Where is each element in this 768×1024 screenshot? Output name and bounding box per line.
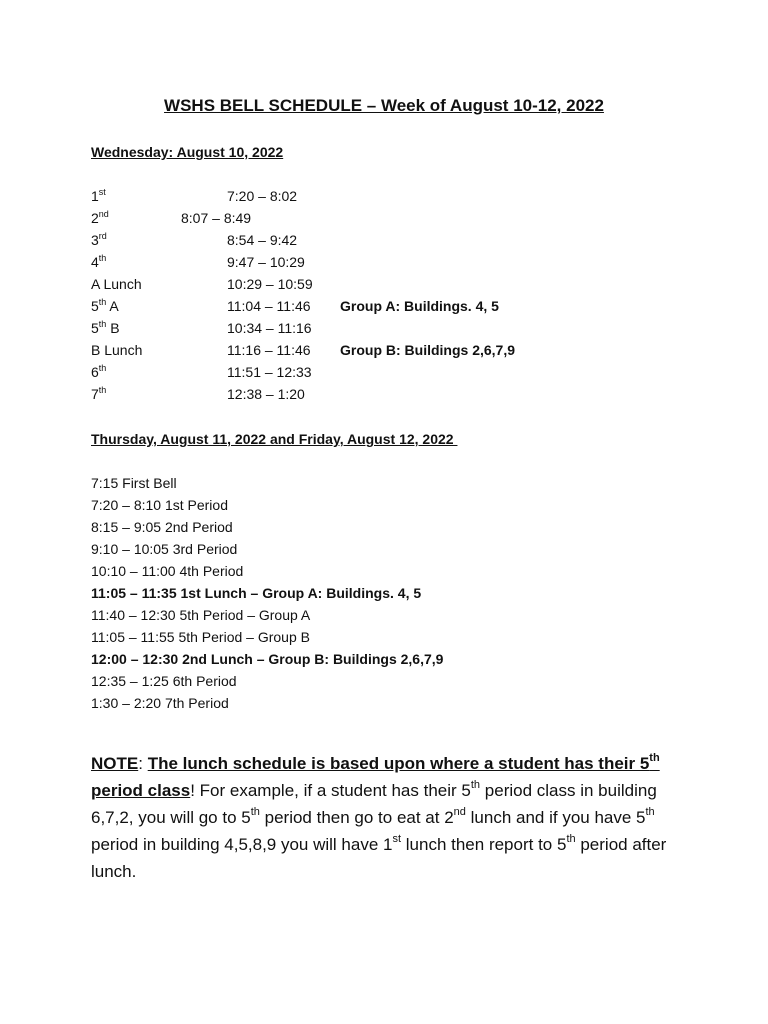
period-label: 5th A: [91, 297, 119, 314]
schedule-line: 11:40 – 12:30 5th Period – Group A: [91, 607, 311, 623]
period-time: 9:47 – 10:29: [227, 254, 305, 270]
period-label: 1st: [91, 187, 106, 204]
period-label: 4th: [91, 253, 107, 270]
schedule-line: 11:05 – 11:35 1st Lunch – Group A: Buildings. 4, 5: [91, 585, 422, 601]
schedule-line: 12:35 – 1:25 6th Period: [91, 673, 237, 689]
period-label: 7th: [91, 385, 107, 402]
thursday-friday-heading: Thursday, August 11, 2022 and Friday, August 12, 2022: [91, 431, 458, 447]
period-time: 11:16 – 11:46: [227, 342, 311, 358]
period-time: 8:54 – 9:42: [227, 232, 298, 248]
period-label: A Lunch: [91, 276, 142, 292]
period-time: 7:20 – 8:02: [227, 188, 298, 204]
schedule-line: 8:15 – 9:05 2nd Period: [91, 519, 233, 535]
schedule-line: 1:30 – 2:20 7th Period: [91, 695, 229, 711]
note-emphasis: The lunch schedule is based upon where a student has their 5th period class: [91, 752, 660, 800]
period-label: 3rd: [91, 231, 107, 248]
group-note: Group A: Buildings. 4, 5: [340, 298, 499, 314]
schedule-line: 7:15 First Bell: [91, 475, 177, 491]
period-label: 2nd: [91, 209, 109, 226]
period-label: B Lunch: [91, 342, 143, 358]
lunch-note: NOTE: The lunch schedule is based upon where a student has their 5th period class! For example, if a student has their 5th period class in building 6,7,2, you will go to 5th period then go to eat at 2nd lunch and if you have 5th period in building 4,5,8,9 you will have 1st lunch then report to 5th period after lunch.: [91, 752, 667, 881]
period-time: 8:07 – 8:49: [181, 210, 252, 226]
schedule-line: 10:10 – 11:00 4th Period: [91, 563, 244, 579]
period-label: 5th B: [91, 319, 120, 336]
schedule-line: 9:10 – 10:05 3rd Period: [91, 541, 238, 557]
schedule-line: 11:05 – 11:55 5th Period – Group B: [91, 629, 310, 645]
note-body: ! For example, if a student has their 5th period class in building 6,7,2, you will go to 5th period then go to eat at 2nd lunch and if you have 5th period in building 4,5,8,9 you will have 1st lunch then report to 5th period after lunch.: [91, 779, 667, 881]
period-time: 12:38 – 1:20: [227, 386, 305, 402]
wednesday-heading: Wednesday: August 10, 2022: [91, 144, 284, 160]
period-time: 11:51 – 12:33: [227, 364, 312, 380]
note-label: NOTE: [91, 754, 139, 773]
page-title: WSHS BELL SCHEDULE – Week of August 10-12, 2022: [164, 96, 604, 115]
period-label: 6th: [91, 363, 107, 380]
schedule-line: 7:20 – 8:10 1st Period: [91, 497, 228, 513]
period-time: 11:04 – 11:46: [227, 298, 311, 314]
period-time: 10:29 – 10:59: [227, 276, 313, 292]
schedule-line: 12:00 – 12:30 2nd Lunch – Group B: Buildings 2,6,7,9: [91, 651, 444, 667]
period-time: 10:34 – 11:16: [227, 320, 312, 336]
group-note: Group B: Buildings 2,6,7,9: [340, 342, 516, 358]
